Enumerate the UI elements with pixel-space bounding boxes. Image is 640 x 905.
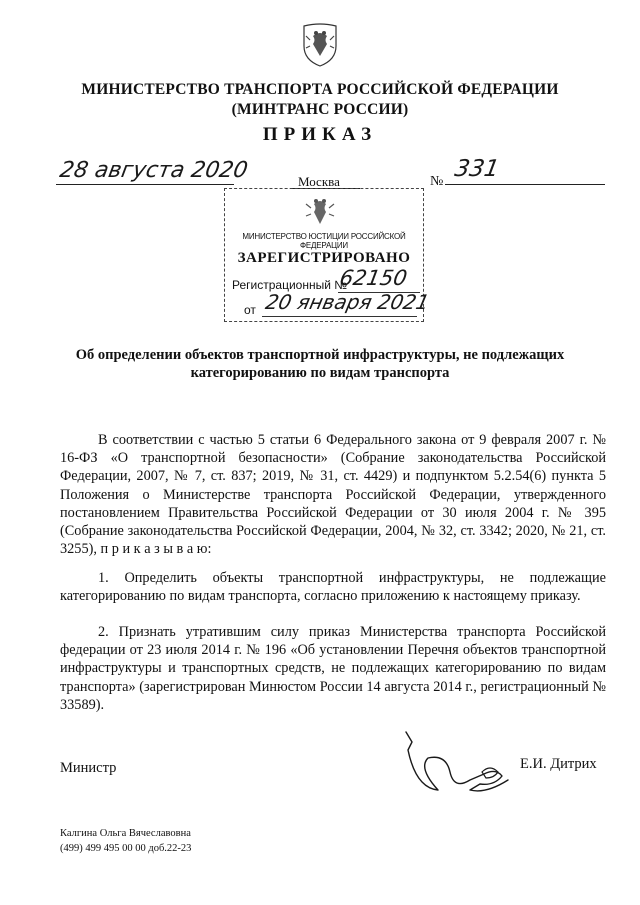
- order-subject: [60, 346, 580, 382]
- signatory-position: Министр: [60, 760, 117, 776]
- order-item-2: 2. Признать утратившим силу приказ Министерства транспорта Российской федерации от 23 июля 2014 г. № 196 «Об установлении Перечня объектов транспортной инфраструктуры и транспортных средств, не подлежащих категорированию по видам транспорта» (зарегистрирован Минюстом России 14 августа 2014 г., регистрационный № 33589).: [60, 624, 606, 713]
- executor-name: Калгина Ольга Вячеславовна: [60, 828, 191, 839]
- coat-of-arms-icon: [300, 22, 340, 68]
- stamp-regno-label: Регистрационный №: [232, 278, 348, 292]
- city-label: Москва: [298, 174, 340, 189]
- stamp-from-label: от: [244, 303, 256, 317]
- document-type-title: ПРИКАЗ: [262, 124, 378, 145]
- ministry-short-name: (МИНТРАНС РОССИИ): [231, 101, 409, 118]
- order-number-label: №: [430, 174, 444, 189]
- order-date-handwritten: 28 августа 2020: [57, 158, 250, 183]
- stamp-date-underline: [262, 316, 417, 317]
- preamble-paragraph: В соответствии с частью 5 статьи 6 Федерального закона от 9 февраля 2007 г. № 16-ФЗ «О транспортной безопасности» (Собрание законодательства Российской Федерации, 2007, № 7, ст. 837; 2019, № 31, ст. 4429) и подпунктом 5.2.54(6) пункта 5 Положения о Министерстве транспорта Российской Федерации, утвержденного постановлением Правительства Российской Федерации от 30 июля 2004 г. № 395 (Собрание законодательства Российской Федерации, 2004, № 32, ст. 3342; 2020, № 21, ст. 3255), п р и к а з ы в а ю:: [60, 432, 606, 558]
- stamp-regno-handwritten: 62150: [337, 266, 409, 290]
- stamp-organization: МИНИСТЕРСТВО ЮСТИЦИИ РОССИЙСКОЙ ФЕДЕРАЦИИ: [242, 232, 406, 250]
- number-underline: [445, 184, 605, 185]
- stamp-date-handwritten: 20 января 2021: [263, 290, 432, 314]
- subject-line-1: Об определении объектов транспортной инфраструктуры, не подлежащих: [75, 347, 565, 363]
- order-number-handwritten: 331: [452, 156, 502, 182]
- executor-phone: (499) 499 495 00 00 доб.22-23: [60, 843, 192, 854]
- signatory-name: Е.И. Дитрих: [520, 756, 597, 772]
- stamp-registered-label: ЗАРЕГИСТРИРОВАНО: [237, 250, 411, 266]
- ministry-name: МИНИСТЕРСТВО ТРАНСПОРТА РОССИЙСКОЙ ФЕДЕРАЦИИ: [81, 81, 559, 98]
- stamp-emblem-icon: [302, 192, 338, 230]
- signature-icon: [398, 728, 528, 800]
- executor-info: [60, 826, 191, 856]
- date-underline: [56, 184, 234, 185]
- subject-line-2: категорированию по видам транспорта: [190, 365, 450, 381]
- order-item-1: 1. Определить объекты транспортной инфраструктуры, не подлежащие категорированию по видам транспорта, согласно приложению к настоящему приказу.: [60, 570, 606, 605]
